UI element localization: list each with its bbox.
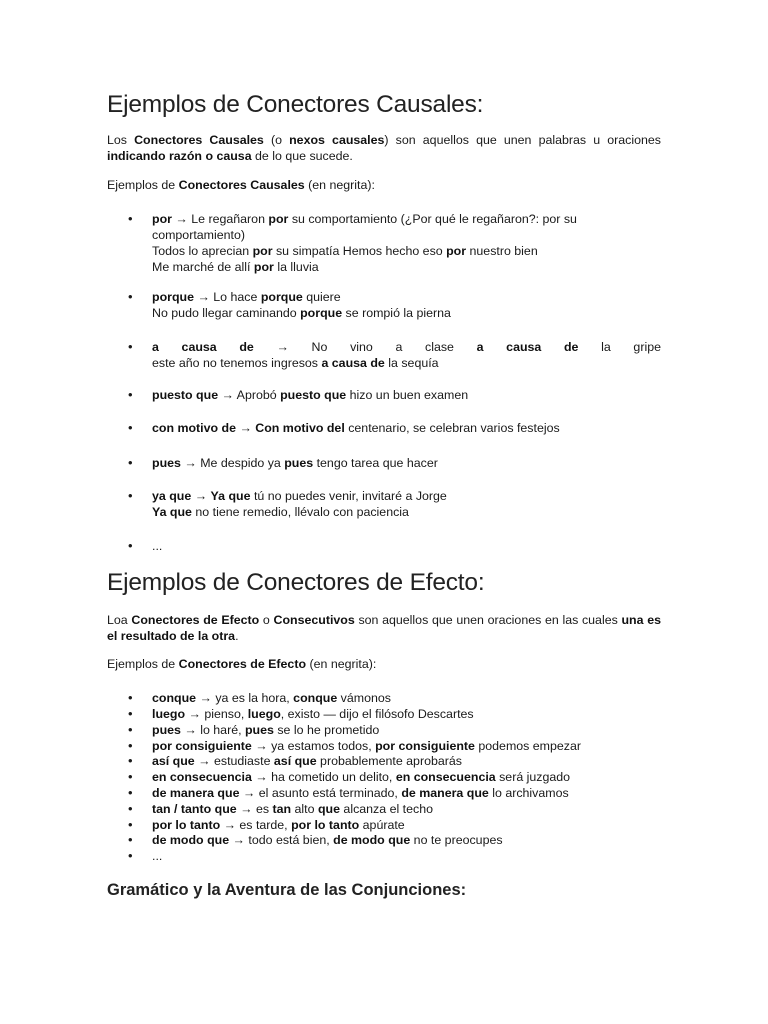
text: ... — [152, 849, 163, 863]
connector-term: que — [317, 802, 340, 816]
text: alcanza el techo — [339, 802, 433, 816]
text: este año no tenemos ingresos — [152, 356, 322, 370]
text: ... — [152, 539, 163, 553]
connector-term: por — [152, 212, 172, 226]
text: Todos lo aprecian — [152, 244, 253, 258]
list-item-luego — [152, 706, 661, 722]
text: , existo — dijo el filósofo Descartes — [280, 707, 474, 721]
bold-term: Conectores de Efecto — [178, 657, 307, 671]
text: No pudo llegar caminando — [152, 306, 301, 320]
text: su comportamiento (¿Por qué le regañaron?: por su comportamiento) — [152, 212, 577, 242]
connector-term: por — [252, 244, 273, 258]
text: → Lo hace — [194, 290, 261, 304]
text: nuestro bien — [466, 244, 538, 258]
text: ) son aquellos que unen palabras u oraciones — [384, 133, 661, 147]
text: → lo haré, — [180, 723, 245, 737]
list-item-more-efecto — [152, 848, 661, 864]
list-item-conque — [152, 690, 661, 706]
bold-term: nexos causales — [289, 133, 385, 147]
text: quiere — [302, 290, 341, 304]
text: probablemente aprobarás — [316, 754, 462, 768]
list-item-more — [152, 538, 661, 554]
text: tengo tarea que hacer — [313, 456, 438, 470]
connector-term: por — [268, 212, 289, 226]
connector-term: a causa de — [321, 356, 385, 370]
text: Ejemplos de — [107, 178, 179, 192]
text: → el asunto está terminado, — [239, 786, 402, 800]
section-title-efecto: Ejemplos de Conectores de Efecto: — [107, 569, 485, 596]
text: → ha cometido un delito, — [251, 770, 396, 784]
bold-term: una es el resultado de la otra — [107, 613, 661, 643]
text: alto — [291, 802, 318, 816]
text: . — [235, 629, 239, 643]
text: Me marché de allí — [152, 260, 254, 274]
text: no te preocupes — [410, 833, 503, 847]
list-item-pues — [152, 455, 661, 471]
list-item-ya-que — [152, 488, 661, 520]
connector-term: pues — [284, 456, 314, 470]
text: → es tarde, — [220, 818, 292, 832]
examples-intro-causales — [107, 177, 661, 193]
text: → No vino a clase — [253, 340, 477, 354]
text: será juzgado — [495, 770, 571, 784]
connector-term: pues — [152, 456, 181, 470]
text: → Aprobó — [218, 388, 281, 402]
connector-term: porque — [300, 306, 343, 320]
text: → — [191, 489, 211, 503]
text: lo archivamos — [488, 786, 569, 800]
list-item-por-lo-tanto — [152, 817, 661, 833]
connector-term: puesto que — [280, 388, 347, 402]
section-title-conjunciones: Gramático y la Aventura de las Conjunciones: — [107, 881, 467, 899]
list-item-asi-que — [152, 753, 661, 769]
list-item-por-consiguiente — [152, 738, 661, 754]
connector-term: de modo que — [152, 833, 230, 847]
text: → ya estamos todos, — [251, 739, 376, 753]
list-item-porque — [152, 289, 661, 321]
text: vámonos — [337, 691, 391, 705]
text: la sequía — [384, 356, 439, 370]
connector-term: por consiguiente — [375, 739, 475, 753]
text: Los — [107, 133, 135, 147]
text: Loa — [107, 613, 132, 627]
bold-term: Conectores de Efecto — [131, 613, 260, 627]
list-item-de-modo-que — [152, 832, 661, 848]
text: → ya es la hora, — [196, 691, 294, 705]
text: apúrate — [359, 818, 405, 832]
text: → pienso, — [185, 707, 248, 721]
examples-intro-efecto — [107, 656, 661, 672]
text: → Le regañaron — [171, 212, 269, 226]
connector-term: a causa de — [476, 340, 579, 354]
connector-term: por lo tanto — [291, 818, 360, 832]
text: → todo está bien, — [229, 833, 334, 847]
connector-term: ya que — [152, 489, 192, 503]
text: tú no puedes venir, invitaré a Jorge — [250, 489, 447, 503]
connector-term: Ya que — [152, 505, 192, 519]
text: (en negrita): — [304, 178, 375, 192]
text: la gripe — [578, 340, 661, 354]
connector-term: conque — [152, 691, 197, 705]
connector-term: luego — [247, 707, 281, 721]
text: → — [236, 421, 256, 435]
text: o — [259, 613, 274, 627]
connector-term: por consiguiente — [152, 739, 252, 753]
text: podemos empezar — [474, 739, 582, 753]
text: Ejemplos de — [107, 657, 179, 671]
text: son aquellos que unen oraciones en las cuales — [354, 613, 622, 627]
connector-term: así que — [273, 754, 317, 768]
bold-term: indicando razón o causa — [107, 149, 252, 163]
connector-term: de manera que — [152, 786, 240, 800]
text: de lo que sucede. — [251, 149, 353, 163]
text: se rompió la pierna — [342, 306, 451, 320]
connector-term: luego — [152, 707, 186, 721]
text: se lo he prometido — [273, 723, 380, 737]
connector-term: tan — [272, 802, 292, 816]
justified-line — [152, 339, 661, 355]
list-item-pues-efecto — [152, 722, 661, 738]
connector-term: en consecuencia — [395, 770, 496, 784]
connector-term: conque — [293, 691, 338, 705]
connector-term: pues — [152, 723, 181, 737]
bold-term: Conectores Causales — [134, 133, 264, 147]
list-item-de-manera-que — [152, 785, 661, 801]
list-item-tan-tanto-que — [152, 801, 661, 817]
connector-term: por lo tanto — [152, 818, 221, 832]
connector-term: pues — [244, 723, 274, 737]
bold-term: Conectores Causales — [178, 178, 305, 192]
text: (o — [263, 133, 290, 147]
list-item-por — [152, 211, 661, 275]
text: → estudiaste — [194, 754, 274, 768]
text: no tiene remedio, llévalo con paciencia — [191, 505, 409, 519]
text: hizo un buen examen — [346, 388, 469, 402]
connector-term: de modo que — [333, 833, 411, 847]
connector-term: puesto que — [152, 388, 219, 402]
text: centenario, se celebran varios festejos — [344, 421, 560, 435]
connector-term: porque — [260, 290, 303, 304]
list-item-en-consecuencia — [152, 769, 661, 785]
connector-term: Ya que — [210, 489, 251, 503]
list-item-con-motivo-de — [152, 420, 661, 436]
text: la lluvia — [273, 260, 319, 274]
connector-term: a causa de — [152, 340, 254, 354]
list-item-a-causa-de — [152, 339, 661, 371]
text: (en negrita): — [306, 657, 377, 671]
section-title-causales: Ejemplos de Conectores Causales: — [107, 91, 484, 118]
intro-paragraph-efecto — [107, 612, 661, 644]
connector-term: por — [253, 260, 274, 274]
text: → es — [236, 802, 273, 816]
list-item-puesto-que — [152, 387, 661, 403]
connector-term: así que — [152, 754, 195, 768]
connector-term: tan / tanto que — [152, 802, 237, 816]
connector-term: por — [446, 244, 467, 258]
connector-term: porque — [152, 290, 194, 304]
connector-term: de manera que — [401, 786, 489, 800]
intro-paragraph-causales — [107, 132, 661, 164]
connector-term: en consecuencia — [152, 770, 252, 784]
connector-term: con motivo de — [152, 421, 236, 435]
bold-term: Consecutivos — [273, 613, 355, 627]
text: → Me despido ya — [180, 456, 285, 470]
text: su simpatía Hemos hecho eso — [272, 244, 447, 258]
connector-term: Con motivo del — [255, 421, 345, 435]
